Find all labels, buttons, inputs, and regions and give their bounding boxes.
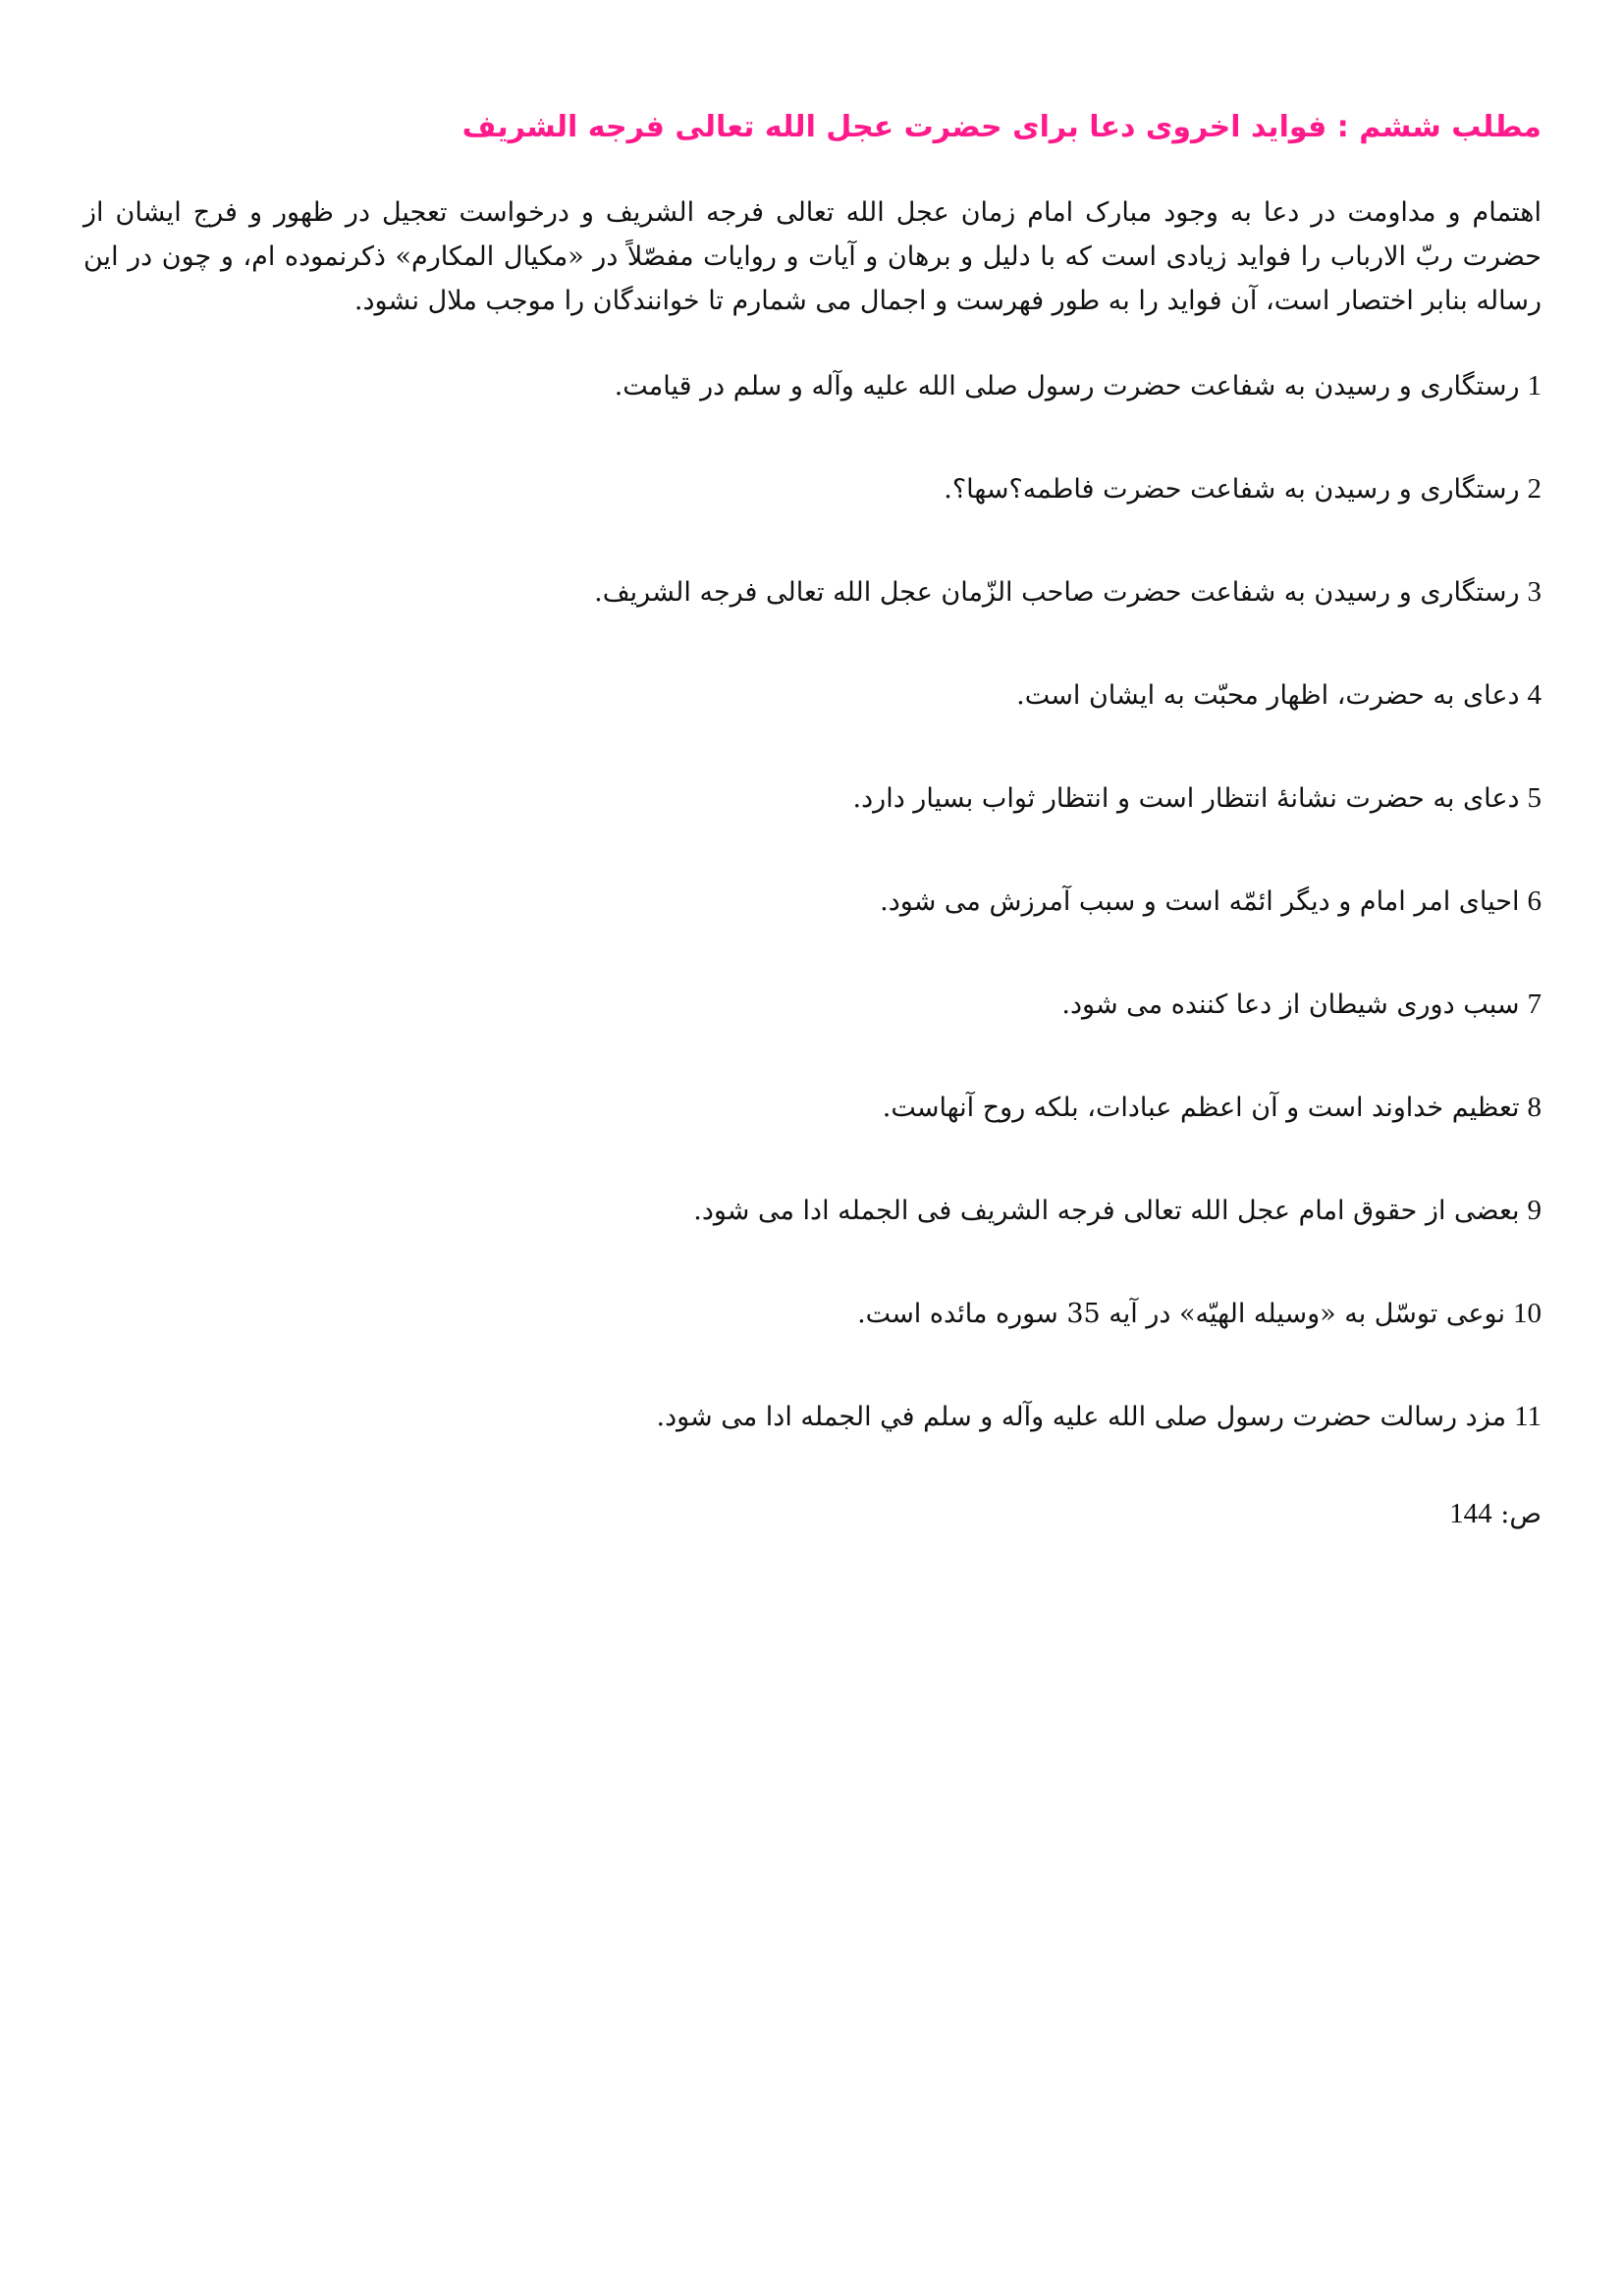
list-item (83, 1294, 1542, 1334)
list-item (83, 881, 1542, 922)
list-item (83, 1397, 1542, 1437)
item-text: سبب دوری شیطان از دعا کننده می شود. (1061, 989, 1520, 1020)
item-text: تعظیم خداوند است و آن اعظم عبادات، بلکه روح آنهاست. (882, 1093, 1520, 1123)
item-text: دعای به حضرت، اظهار محبّت به ایشان است. (1016, 680, 1520, 711)
list-item (83, 572, 1542, 613)
item-text: رستگاری و رسیدن به شفاعت حضرت صاحب الزّمان عجل الله تعالی فرجه الشریف. (594, 577, 1520, 608)
item-text: رستگاری و رسیدن به شفاعت حضرت فاطمه؟سها؟. (944, 474, 1520, 505)
list-item (83, 366, 1542, 406)
benefits-list (83, 366, 1542, 1437)
item-number: 5 (1527, 782, 1542, 814)
item-text: دعای به حضرت نشانهٔ انتظار است و انتظار ثواب بسیار دارد. (852, 783, 1520, 814)
page-number (83, 1494, 1542, 1534)
list-item (83, 675, 1542, 716)
document-page (83, 108, 1542, 1534)
item-text: مزد رسالت حضرت رسول صلی الله علیه وآله و سلم في الجمله ادا می شود. (656, 1402, 1507, 1432)
item-number: 1 (1527, 370, 1542, 401)
item-text: نوعی توسّل به «وسیله الهیّه» در آیه 35 سوره مائده است. (857, 1299, 1505, 1329)
item-number: 11 (1514, 1401, 1542, 1432)
list-item (83, 469, 1542, 509)
page-number-value: 144 (1449, 1498, 1492, 1529)
item-number: 2 (1527, 473, 1542, 505)
item-number: 4 (1527, 679, 1542, 711)
list-item (83, 778, 1542, 819)
item-text: احیای امر امام و دیگر ائمّه است و سبب آمرزش می شود. (880, 886, 1520, 917)
section-title: مطلب ششم : فواید اخروی دعا برای حضرت عجل الله تعالی فرجه الشریف (461, 110, 1542, 144)
list-item (83, 985, 1542, 1025)
item-number: 3 (1527, 576, 1542, 608)
page-number-label: ص: (1500, 1499, 1542, 1529)
item-text: رستگاری و رسیدن به شفاعت حضرت رسول صلی الله علیه وآله و سلم در قیامت. (614, 371, 1520, 401)
item-text: بعضی از حقوق امام عجل الله تعالی فرجه الشریف فی الجمله ادا می شود. (693, 1196, 1520, 1226)
item-number: 9 (1527, 1195, 1542, 1226)
item-number: 6 (1527, 885, 1542, 917)
item-number: 10 (1513, 1298, 1542, 1329)
item-number: 8 (1527, 1092, 1542, 1123)
intro-paragraph: اهتمام و مداومت در دعا به وجود مبارک امام زمان عجل الله تعالی فرجه الشریف و درخواست تعجیل در ظهور و فرج ایشان از حضرت ربّ الارباب را فواید زیادی است که با دلیل و برهان و آیات و روایات مفصّلاً در «مکیال المکارم» ذکرنموده ام، و چون در این رساله بنابر اختصار است، آن فواید را به طور فهرست و اجمال می شمارم تا خوانندگان را موجب ملال نشود. (83, 197, 1542, 316)
list-item (83, 1088, 1542, 1128)
item-number: 7 (1527, 988, 1542, 1020)
list-item (83, 1191, 1542, 1231)
